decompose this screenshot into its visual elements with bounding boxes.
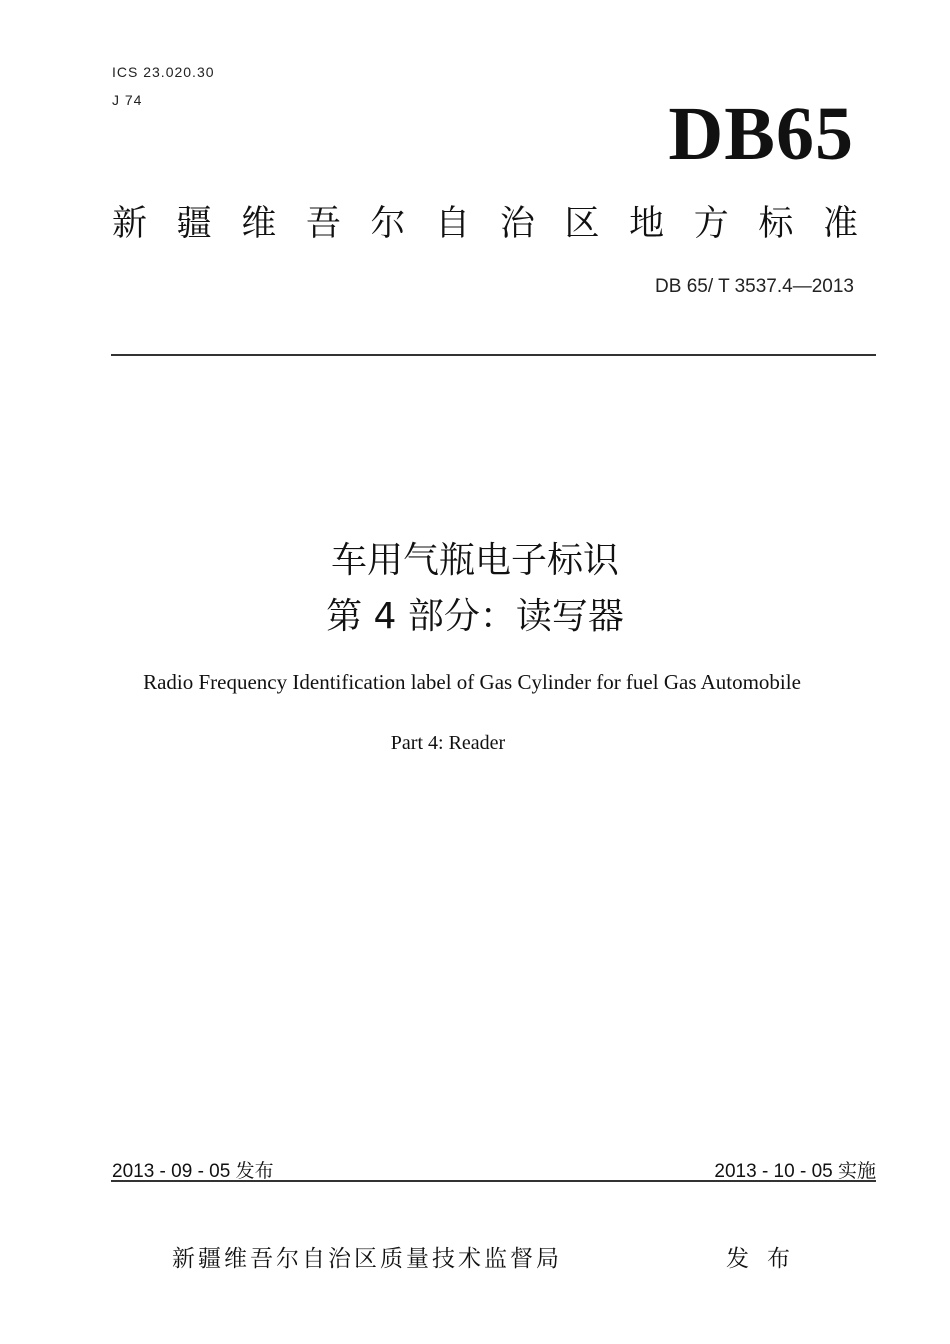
implementation-date: 2013 - 10 - 05 实施 <box>714 1161 876 1182</box>
title-english: Radio Frequency Identification label of Gas Cylinder for fuel Gas Automobile <box>143 670 801 694</box>
standard-number: DB 65/ T 3537.4—2013 <box>655 276 854 297</box>
classification-code: J 74 <box>112 92 143 108</box>
publish-label: 发布 <box>726 1246 808 1272</box>
issue-date: 2013 - 09 - 05 发布 <box>112 1161 274 1182</box>
part-english: Part 4: Reader <box>390 732 506 754</box>
issuing-authority: 新疆维吾尔自治区质量技术监督局 <box>172 1246 562 1272</box>
header-divider <box>111 354 876 356</box>
standard-logo: DB65 <box>668 92 854 176</box>
title-chinese-line2: 第 4 部分：读写器 <box>326 596 624 637</box>
authority-heading: 新 疆 维 吾 尔 自 治 区 地 方 标 准 <box>112 204 858 244</box>
ics-code: ICS 23.020.30 <box>112 64 215 80</box>
title-chinese-line1: 车用气瓶电子标识 <box>330 540 619 581</box>
footer-divider <box>111 1180 876 1182</box>
